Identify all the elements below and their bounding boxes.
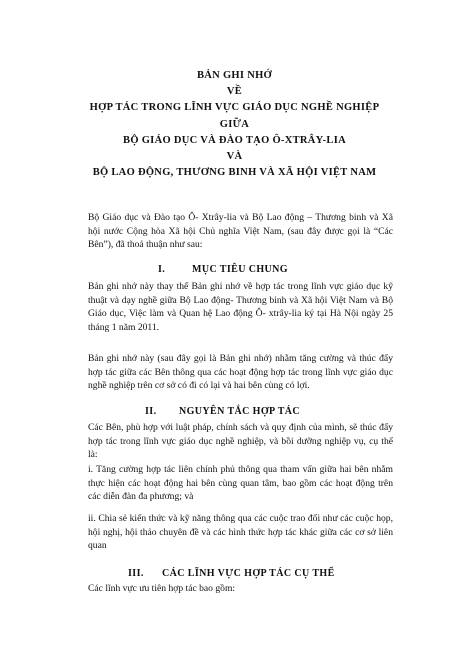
section-heading-1 <box>158 264 288 275</box>
section-number: III. <box>128 568 144 579</box>
title-line: BỘ GIÁO DỤC VÀ ĐÀO TẠO Ô-XTRÂY-LIA <box>123 134 346 146</box>
title-line: HỢP TÁC TRONG LĨNH VỰC GIÁO DỤC NGHỀ NGHIỆP <box>89 102 380 114</box>
title-line: GIỮA <box>219 118 250 130</box>
section2-paragraph-1: Các Bên, phù hợp với luật pháp, chính sách và quy định của mình, sẽ thúc đẩy hợp tác trong lĩnh vực giáo dục nghề nghiệp, và bồi dưỡng nghiệp vụ, cụ thể là: <box>88 422 393 461</box>
section3-paragraph-1: Các lĩnh vực ưu tiên hợp tác bao gồm: <box>88 583 236 594</box>
list-item: ii. Chia sẻ kiến thức và kỹ năng thông qua các cuộc trao đổi như các cuộc họp, hội nghị, hội thảo chuyên đề và các hình thức hợp tác khác giữa các cơ sở liên quan <box>88 513 393 552</box>
intro-paragraph: Bộ Giáo dục và Đào tạo Ô- Xtrây-lia và Bộ Lao động – Thương binh và Xã hội nước Cộng hòa Xã hội Chủ nghĩa Việt Nam, (sau đây được gọi là “Các Bên”), đã thoả thuận như sau: <box>88 212 393 251</box>
title-line: VỀ <box>226 86 243 98</box>
section-number: II. <box>145 406 157 417</box>
section-title: CÁC LĨNH VỰC HỢP TÁC CỤ THỂ <box>162 568 335 579</box>
section1-paragraph-2: Bản ghi nhớ này (sau đây gọi là Bản ghi nhớ) nhằm tăng cường và thúc đẩy hợp tác giữa các Bên thông qua các hoạt động hợp tác trong lĩnh vực giáo dục nghề nghiệp trên cơ sở có đi có lại và hai bên cùng có lợi. <box>88 353 393 392</box>
title-line: VÀ <box>226 151 243 163</box>
section-heading-2 <box>145 406 300 417</box>
section-heading-3 <box>128 568 335 579</box>
list-item: i. Tăng cường hợp tác liên chính phủ thông qua tham vấn giữa hai bên nhằm thực hiện các hoạt động hai bên cùng quan tâm, bao gồm các hoạt động trên các diễn đàn đa phương; và <box>88 464 393 503</box>
section1-paragraph-1: Bản ghi nhớ này thay thế Bản ghi nhớ về hợp tác trong lĩnh vực giáo dục kỹ thuật và dạy nghề giữa Bộ Lao động- Thương binh và Xã hội Việt Nam và Bộ Giáo dục, Việc làm và Quan hệ Lao động Ô- xtrây-lia ký tại Hà Nội ngày 25 tháng 1 năm 2011. <box>88 281 393 333</box>
section-number: I. <box>158 264 166 275</box>
title-line: BẢN GHI NHỚ <box>196 70 273 81</box>
document-title <box>0 68 469 181</box>
section-title: NGUYÊN TẮC HỢP TÁC <box>179 406 301 417</box>
title-line: BỘ LAO ĐỘNG, THƯƠNG BINH VÀ XÃ HỘI VIỆT NAM <box>92 167 377 179</box>
section-title: MỤC TIÊU CHUNG <box>192 264 288 275</box>
